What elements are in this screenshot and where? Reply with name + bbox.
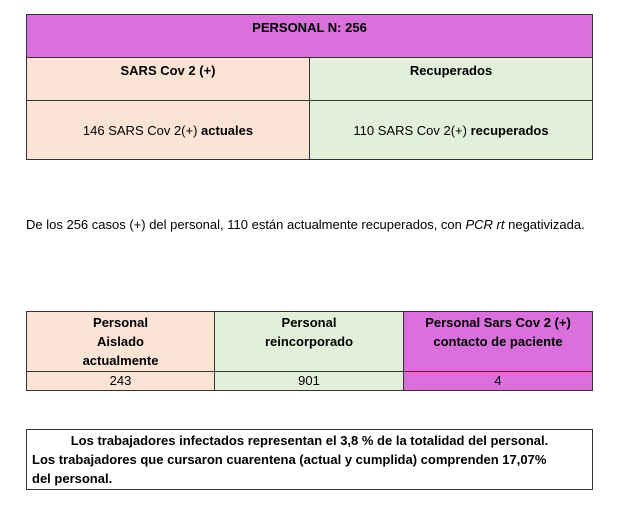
reincorporado-header-line2: reincorporado bbox=[264, 334, 354, 349]
note-line1: Los trabajadores infectados representan el 3,8 % de la totalidad del personal. bbox=[70, 433, 549, 448]
note-line2: Los trabajadores que cursaron cuarentena (actual y cumplida) comprenden 17,07% bbox=[32, 452, 547, 467]
aislado-value: 243 bbox=[27, 372, 215, 391]
reincorporado-value: 901 bbox=[215, 372, 404, 391]
contacto-header-line1: Personal Sars Cov 2 (+) bbox=[425, 315, 571, 330]
recuperados-value-cell bbox=[310, 101, 593, 160]
note-line3: del personal. bbox=[32, 471, 113, 486]
summary-title: PERSONAL N: 256 bbox=[27, 15, 593, 58]
paragraph-text-after: negativizada. bbox=[504, 217, 585, 232]
note-box bbox=[26, 429, 593, 490]
sars-cov2-value-cell bbox=[27, 101, 310, 160]
aislado-header bbox=[27, 312, 215, 372]
summary-table bbox=[26, 14, 593, 160]
recuperados-header: Recuperados bbox=[310, 58, 593, 101]
reincorporado-header-line1: Personal bbox=[281, 315, 337, 330]
sars-cov2-value: 146 SARS Cov 2(+) bbox=[82, 122, 202, 138]
contacto-header-line2: contacto de paciente bbox=[433, 334, 563, 349]
paragraph-text-before: De los 256 casos (+) del personal, 110 están actualmente recuperados, con bbox=[26, 217, 466, 232]
aislado-header-line2: Aislado bbox=[97, 334, 144, 349]
paragraph-italic: PCR rt bbox=[465, 217, 505, 232]
reincorporado-header bbox=[215, 312, 404, 372]
aislado-header-line3: actualmente bbox=[82, 353, 159, 368]
contacto-value: 4 bbox=[404, 372, 593, 391]
summary-paragraph bbox=[26, 216, 586, 234]
status-table bbox=[26, 311, 593, 391]
contacto-header bbox=[404, 312, 593, 372]
aislado-header-line1: Personal bbox=[93, 315, 148, 330]
sars-cov2-header: SARS Cov 2 (+) bbox=[27, 58, 310, 101]
sars-cov2-value-bold: actuales bbox=[201, 122, 254, 138]
recuperados-value-bold: recuperados bbox=[470, 122, 549, 138]
recuperados-value: 110 SARS Cov 2(+) bbox=[353, 122, 471, 138]
